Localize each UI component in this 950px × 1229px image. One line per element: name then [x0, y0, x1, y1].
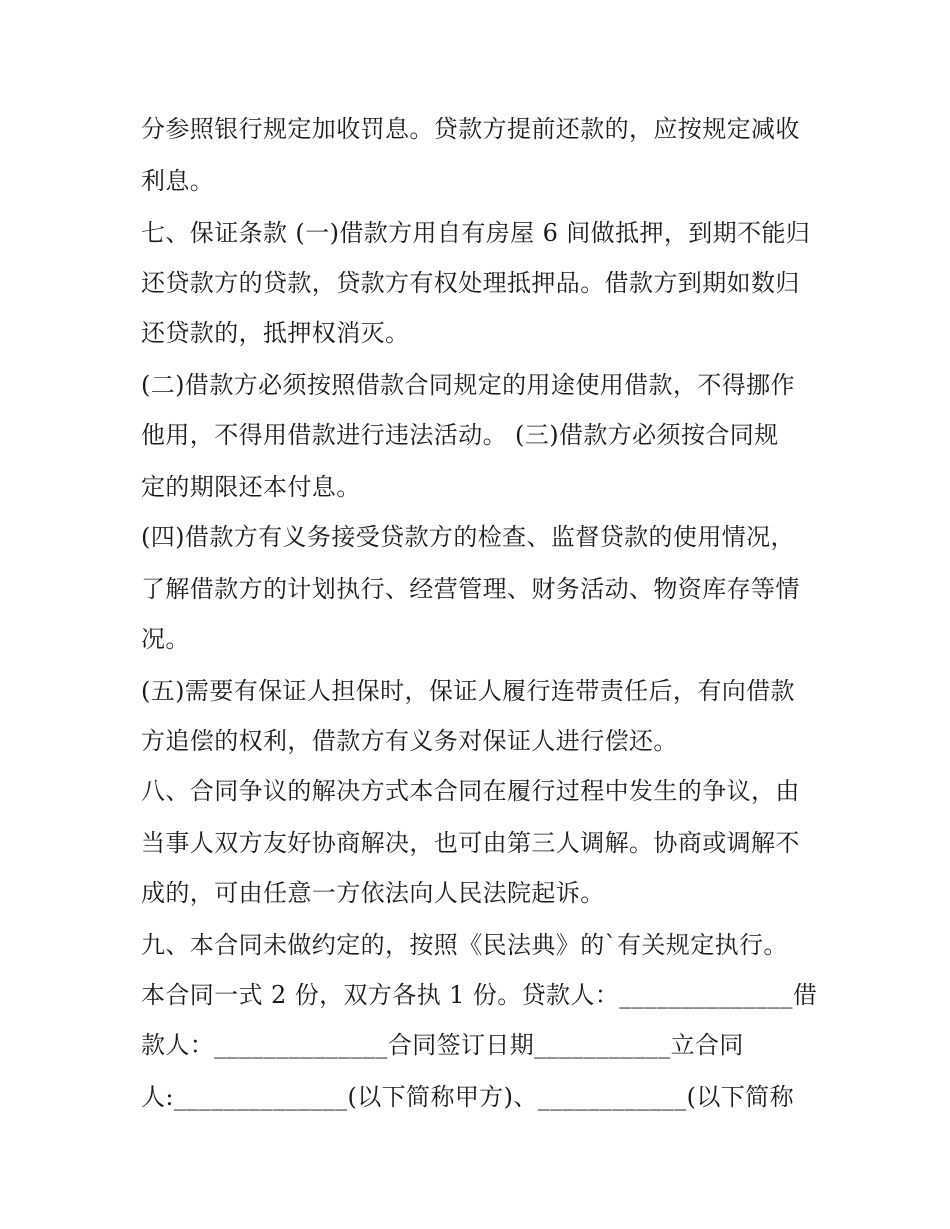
text-line: 八、合同争议的解决方式本合同在履行过程中发生的争议，由 — [141, 777, 800, 805]
text-line: 款人：______________合同签订日期___________立合同 — [141, 1031, 744, 1059]
text-line: (四)借款方有义务接受贷款方的检查、监督贷款的使用情况， — [141, 523, 795, 551]
text-line: 九、本合同未做约定的，按照《民法典》的`有关规定执行。 — [141, 931, 788, 959]
text-line: 方追偿的权利，借款方有义务对保证人进行偿还。 — [141, 727, 678, 755]
text-line: 定的期限还本付息。 — [141, 473, 361, 501]
text-line: 成的，可由任意一方依法向人民法院起诉。 — [141, 879, 605, 907]
text-line: 还贷款的，抵押权消灭。 — [141, 319, 410, 347]
text-line: 七、保证条款 (一)借款方用自有房屋 6 间做抵押，到期不能归 — [141, 219, 811, 247]
text-line: 人:______________(以下简称甲方)、____________(以下简称 — [141, 1083, 794, 1111]
text-line: 利息。 — [141, 167, 215, 195]
text-line: 了解借款方的计划执行、经营管理、财务活动、物资库存等情 — [141, 575, 800, 603]
text-line: 况。 — [141, 625, 190, 653]
text-line: 他用，不得用借款进行违法活动。 (三)借款方必须按合同规 — [141, 421, 779, 449]
text-line: (二)借款方必须按照借款合同规定的用途使用借款，不得挪作 — [141, 371, 795, 399]
text-line: (五)需要有保证人担保时，保证人履行连带责任后，有向借款 — [141, 677, 795, 705]
text-line: 本合同一式 2 份，双方各执 1 份。贷款人：______________借 — [141, 981, 818, 1009]
text-line: 还贷款方的贷款，贷款方有权处理抵押品。借款方到期如数归 — [141, 269, 800, 297]
text-line: 当事人双方友好协商解决，也可由第三人调解。协商或调解不 — [141, 829, 800, 857]
text-line: 分参照银行规定加收罚息。贷款方提前还款的，应按规定减收 — [141, 115, 800, 143]
